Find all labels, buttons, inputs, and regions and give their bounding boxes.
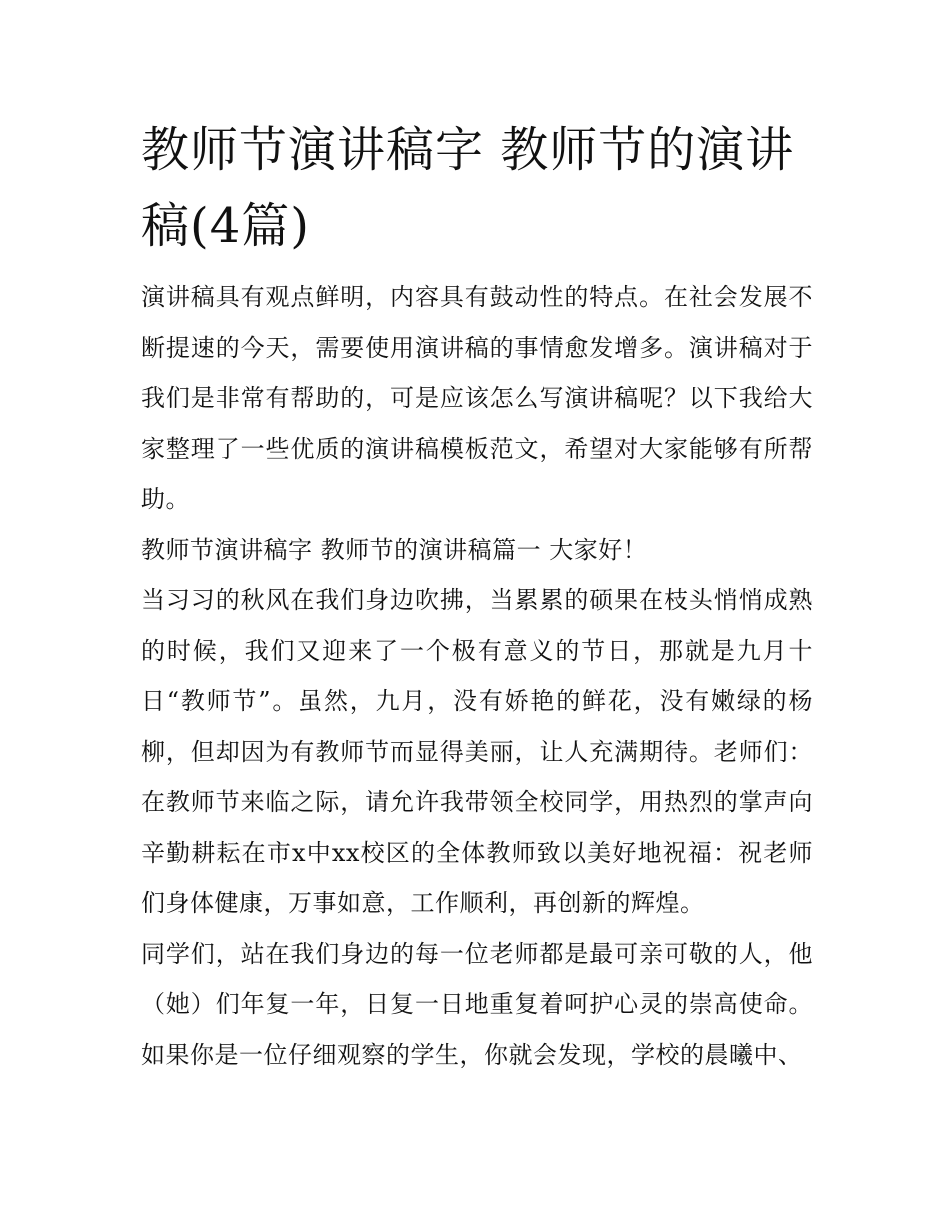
intro-paragraph: 演讲稿具有观点鲜明，内容具有鼓动性的特点。在社会发展不断提速的今天，需要使用演讲稿的事情愈发增多。演讲稿对于我们是非常有帮助的，可是应该怎么写演讲稿呢？以下我给大家整理了一些优质的演讲稿模板范文，希望对大家能够有所帮助。 — [141, 283, 813, 513]
body-paragraph-1: 当习习的秋风在我们身边吹拂，当累累的硕果在枝头悄悄成熟的时候，我们又迎来了一个极有意义的节日，那就是九月十日“教师节”。虽然，九月，没有娇艳的鲜花，没有嫩绿的杨柳，但却因为有教师节而显得美丽，让人充满期待。老师们：在教师节来临之际，请允许我带领全校同学，用热烈的掌声向辛勤耕耘在市x中xx校区的全体教师致以美好地祝福：祝老师们身体健康，万事如意，工作顺利，再创新的辉煌。 — [141, 586, 813, 917]
document-title: 教师节演讲稿字 教师节的演讲稿(4篇) — [141, 122, 795, 254]
body-paragraph-2: 同学们，站在我们身边的每一位老师都是最可亲可敬的人，他（她）们年复一年，日复一日地重复着呵护心灵的崇高使命。如果你是一位仔细观察的学生，你就会发现，学校的晨曦中、 — [141, 939, 813, 1069]
section-heading-paragraph: 教师节演讲稿字 教师节的演讲稿篇一 大家好！ — [141, 535, 648, 564]
document-page — [141, 112, 813, 1080]
